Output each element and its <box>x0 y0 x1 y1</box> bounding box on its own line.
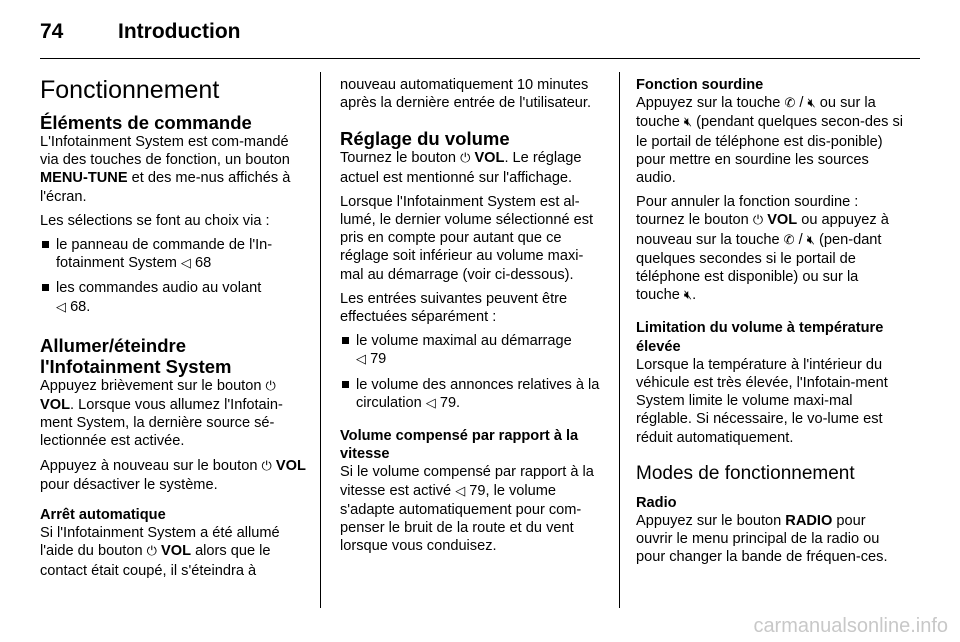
paragraph: Lorsque l'Infotainment System est al-lumé, le dernier volume sélectionné est pris en compte pour autant que ce réglage soit inférieur au volume maxi-mal au démarrage (voir ci-dessous). <box>340 193 594 283</box>
column-divider <box>320 72 321 608</box>
list-item: les commandes audio au volant ◁ 68. <box>40 279 306 316</box>
key-label: VOL <box>474 150 505 167</box>
page-ref: 79 <box>469 482 486 499</box>
page-ref: 79 <box>370 351 387 368</box>
mute-icon: 🔇︎ <box>806 232 815 248</box>
subsection-heading: Allumer/éteindre l'Infotainment System <box>40 334 232 377</box>
phone-icon: ✆ <box>783 232 795 248</box>
power-icon: ⏻ <box>146 544 157 560</box>
paragraph: Appuyez sur le bouton RADIO pour ouvrir le menu principal de la radio ou pour changer la bande de fréquen-ces. <box>636 513 888 566</box>
paragraph: Tournez le bouton ⏻ VOL. Le réglage actuel est mentionné sur l'affichage. <box>340 150 582 186</box>
subsection-heading: Modes de fonctionnement <box>636 462 855 484</box>
mute-icon: 🔇︎ <box>683 115 693 131</box>
column-1 <box>40 72 306 586</box>
paragraph: Appuyez à nouveau sur le bouton ⏻ VOL pour désactiver le système. <box>40 457 306 493</box>
key-label: RADIO <box>785 513 833 530</box>
page-ref-icon: ◁ <box>356 352 366 368</box>
subsection-heading: Volume compensé par rapport à la vitesse <box>340 428 579 463</box>
subsection-heading: Fonction sourdine <box>636 77 764 93</box>
subsection-heading: Radio <box>636 494 677 511</box>
list-item: le volume des annonces relatives à la circulation ◁ 79. <box>340 376 606 413</box>
paragraph: Pour annuler la fonction sourdine : tournez le bouton ⏻ VOL ou appuyez à nouveau sur la touche ✆ / 🔇︎ (pen-dant quelques secondes si le portail de téléphone est disponible) ou sur la touche 🔇︎. <box>636 194 889 304</box>
mute-icon: 🔇︎ <box>683 288 693 304</box>
paragraph: nouveau automatiquement 10 minutes après la dernière entrée de l'utilisateur. <box>340 77 592 112</box>
key-label: VOL <box>40 397 70 414</box>
paragraph: Lorsque la température à l'intérieur du véhicule est très élevée, l'Infotain-ment System limite le volume maxi-mal réglable. Si nécessaire, le vo-lume est réduit automatiquement. <box>636 356 888 446</box>
page-ref-icon: ◁ <box>56 299 66 315</box>
watermark: carmanualsonline.info <box>753 615 948 637</box>
page-ref-icon: ◁ <box>425 395 436 411</box>
page-ref-icon: ◁ <box>455 483 466 499</box>
header-rule <box>40 58 920 59</box>
page-ref-icon: ◁ <box>180 256 191 272</box>
key-label: VOL <box>767 212 798 229</box>
key-label: VOL <box>275 457 306 474</box>
power-icon: ⏻ <box>265 378 276 394</box>
page-header <box>40 20 240 44</box>
chapter-title: Introduction <box>118 20 241 43</box>
subsection-heading: Réglage du volume <box>340 128 510 150</box>
paragraph: Appuyez brièvement sur le bouton ⏻ VOL. Lorsque vous allumez l'Infotain-ment System, la dernière source sé-lectionnée est activée. <box>40 377 283 450</box>
column-2 <box>340 76 606 561</box>
key-label: MENU-TUNE <box>40 170 128 187</box>
list-item: le volume maximal au démarrage ◁ 79 <box>340 332 606 369</box>
subsection-heading: Arrêt automatique <box>40 507 166 524</box>
paragraph: Les sélections se font au choix via : <box>40 212 270 229</box>
paragraph: Les entrées suivantes peuvent être effectuées séparément : <box>340 290 568 326</box>
column-3 <box>636 76 904 573</box>
paragraph: Si le volume compensé par rapport à la vitesse est activé ◁ 79, le volume s'adapte automatiquement pour com-penser le bruit de la route et du vent lorsque vous conduisez. <box>340 464 594 555</box>
page-ref: 68. <box>70 298 91 315</box>
page-number: 74 <box>40 20 64 43</box>
column-divider <box>619 72 620 608</box>
power-icon: ⏻ <box>460 151 471 167</box>
subsection-heading: Éléments de commande <box>40 112 252 133</box>
page-ref: 79. <box>439 394 461 411</box>
section-title: Fonctionnement <box>40 76 220 104</box>
paragraph: Appuyez sur la touche ✆ / 🔇︎ ou sur la touche 🔇︎ (pendant quelques secon-des si le portail de téléphone est dis-ponible) pour mettre en sourdine les sources audio. <box>636 95 904 187</box>
mute-icon: 🔇︎ <box>807 96 816 112</box>
power-icon: ⏻ <box>752 213 764 229</box>
power-icon: ⏻ <box>261 458 272 474</box>
subsection-heading: Limitation du volume à température élevée <box>636 320 884 355</box>
page-ref: 68 <box>194 255 212 272</box>
paragraph: L'Infotainment System est com-mandé via des touches de fonction, un bouton MENU-TUNE et des me-nus affichés à l'écran. <box>40 134 291 205</box>
key-label: VOL <box>161 543 192 560</box>
list-item: le panneau de commande de l'In-fotainment System ◁ 68 <box>40 236 306 273</box>
paragraph: Si l'Infotainment System a été allumé l'aide du bouton ⏻ VOL alors que le contact était coupé, il s'éteindra à <box>40 525 280 579</box>
phone-icon: ✆ <box>784 96 796 112</box>
